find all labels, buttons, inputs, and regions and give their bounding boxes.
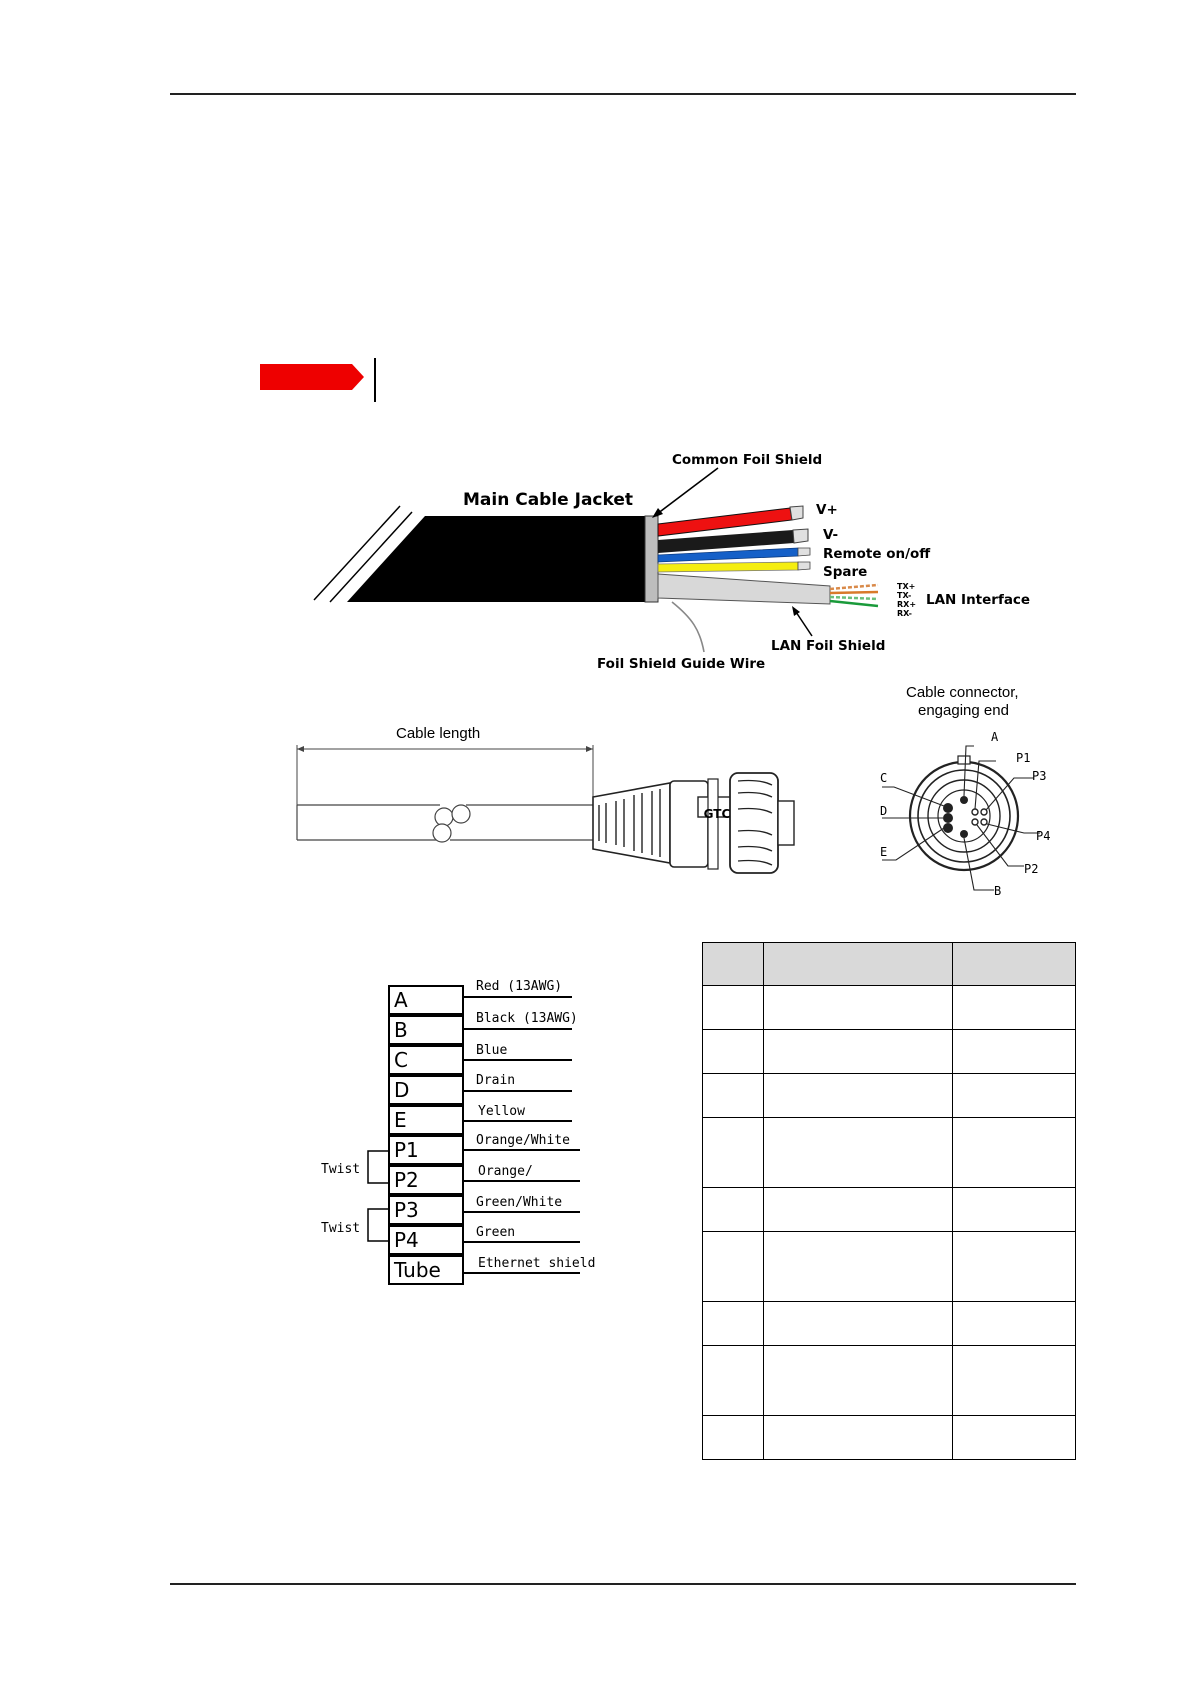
pin-box: P3	[388, 1195, 464, 1225]
main-cable-jacket-label: Main Cable Jacket	[463, 490, 634, 510]
pin-box: P2	[388, 1165, 464, 1195]
header-rule	[170, 93, 1076, 95]
wire-label: Drain	[476, 1073, 516, 1088]
table-row	[703, 986, 1076, 1030]
twist-label-1: Twist	[321, 1162, 361, 1177]
v-plus-label: V+	[816, 502, 838, 518]
wire-label: Orange/	[478, 1164, 533, 1179]
spare-label: Spare	[823, 564, 868, 580]
wire-line	[464, 1272, 580, 1274]
pin-label-p3: P3	[1032, 769, 1047, 783]
connector-title-line2: engaging end	[918, 702, 1009, 719]
twist-brackets	[360, 1145, 390, 1255]
wire-line	[464, 1149, 580, 1151]
wire-label: Ethernet shield	[478, 1256, 596, 1271]
pin-label-b: B	[994, 884, 1002, 898]
pin-box: Tube	[388, 1255, 464, 1285]
note-divider	[374, 358, 376, 402]
footer-rule	[170, 1583, 1076, 1585]
wire-label: Black (13AWG)	[476, 1011, 578, 1026]
pin-label-d: D	[880, 804, 888, 818]
table-row	[703, 1232, 1076, 1302]
table-row	[703, 1416, 1076, 1460]
wire-label: Yellow	[478, 1104, 525, 1119]
table-row	[703, 1302, 1076, 1346]
table-header-row	[703, 943, 1076, 986]
table-header-cell	[703, 943, 764, 986]
wire-label: Blue	[476, 1043, 508, 1058]
pin-box: P1	[388, 1135, 464, 1165]
pin-label-a: A	[991, 730, 999, 744]
pin-assignment-table	[702, 942, 1076, 1460]
pin-label-p1: P1	[1016, 751, 1031, 765]
table-row	[703, 1118, 1076, 1188]
wire-line	[464, 1241, 580, 1243]
twist-label-2: Twist	[321, 1221, 361, 1236]
wire-line	[464, 1090, 572, 1092]
wire-label: Orange/White	[476, 1133, 570, 1148]
pin-box: B	[388, 1015, 464, 1045]
table-row	[703, 1074, 1076, 1118]
foil-shield-guide-wire-label: Foil Shield Guide Wire	[597, 656, 766, 672]
wire-label: Green	[476, 1225, 516, 1240]
pin-label-p2: P2	[1024, 862, 1039, 876]
lan-foil-shield-label: LAN Foil Shield	[771, 638, 886, 654]
pin-box: A	[388, 985, 464, 1015]
pin-box: E	[388, 1105, 464, 1135]
remote-on-off-label: Remote on/off	[823, 546, 931, 562]
table-row	[703, 1030, 1076, 1074]
wire-line	[464, 1180, 580, 1182]
note-arrow-icon	[260, 362, 366, 392]
wire-line	[464, 1120, 572, 1122]
table-header-cell	[764, 943, 953, 986]
wire-label: Green/White	[476, 1195, 563, 1210]
cable-length-label: Cable length	[396, 725, 481, 742]
pin-box: P4	[388, 1225, 464, 1255]
rx-minus-label: RX-	[897, 609, 912, 618]
wire-line	[464, 1059, 572, 1061]
pin-label-c: C	[880, 771, 888, 785]
cable-side-view	[290, 735, 830, 875]
table-header-cell	[953, 943, 1076, 986]
pin-box: D	[388, 1075, 464, 1105]
wire-line	[464, 1211, 580, 1213]
v-minus-label: V-	[823, 527, 839, 543]
lan-interface-label: LAN Interface	[926, 592, 1031, 608]
rx-plus-label: RX+	[897, 600, 917, 609]
table-row	[703, 1188, 1076, 1232]
tx-minus-label: TX-	[897, 591, 912, 600]
wire-label: Red (13AWG)	[476, 979, 563, 994]
connector-title-line1: Cable connector,	[906, 684, 1019, 701]
wire-line	[464, 1028, 572, 1030]
pin-label-e: E	[880, 845, 888, 859]
gtc-logo: GTC	[703, 807, 731, 821]
pin-box: C	[388, 1045, 464, 1075]
pin-label-p4: P4	[1036, 829, 1051, 843]
tx-plus-label: TX+	[897, 582, 916, 591]
common-foil-shield-label: Common Foil Shield	[672, 452, 823, 468]
table-row	[703, 1346, 1076, 1416]
wire-line	[464, 996, 572, 998]
